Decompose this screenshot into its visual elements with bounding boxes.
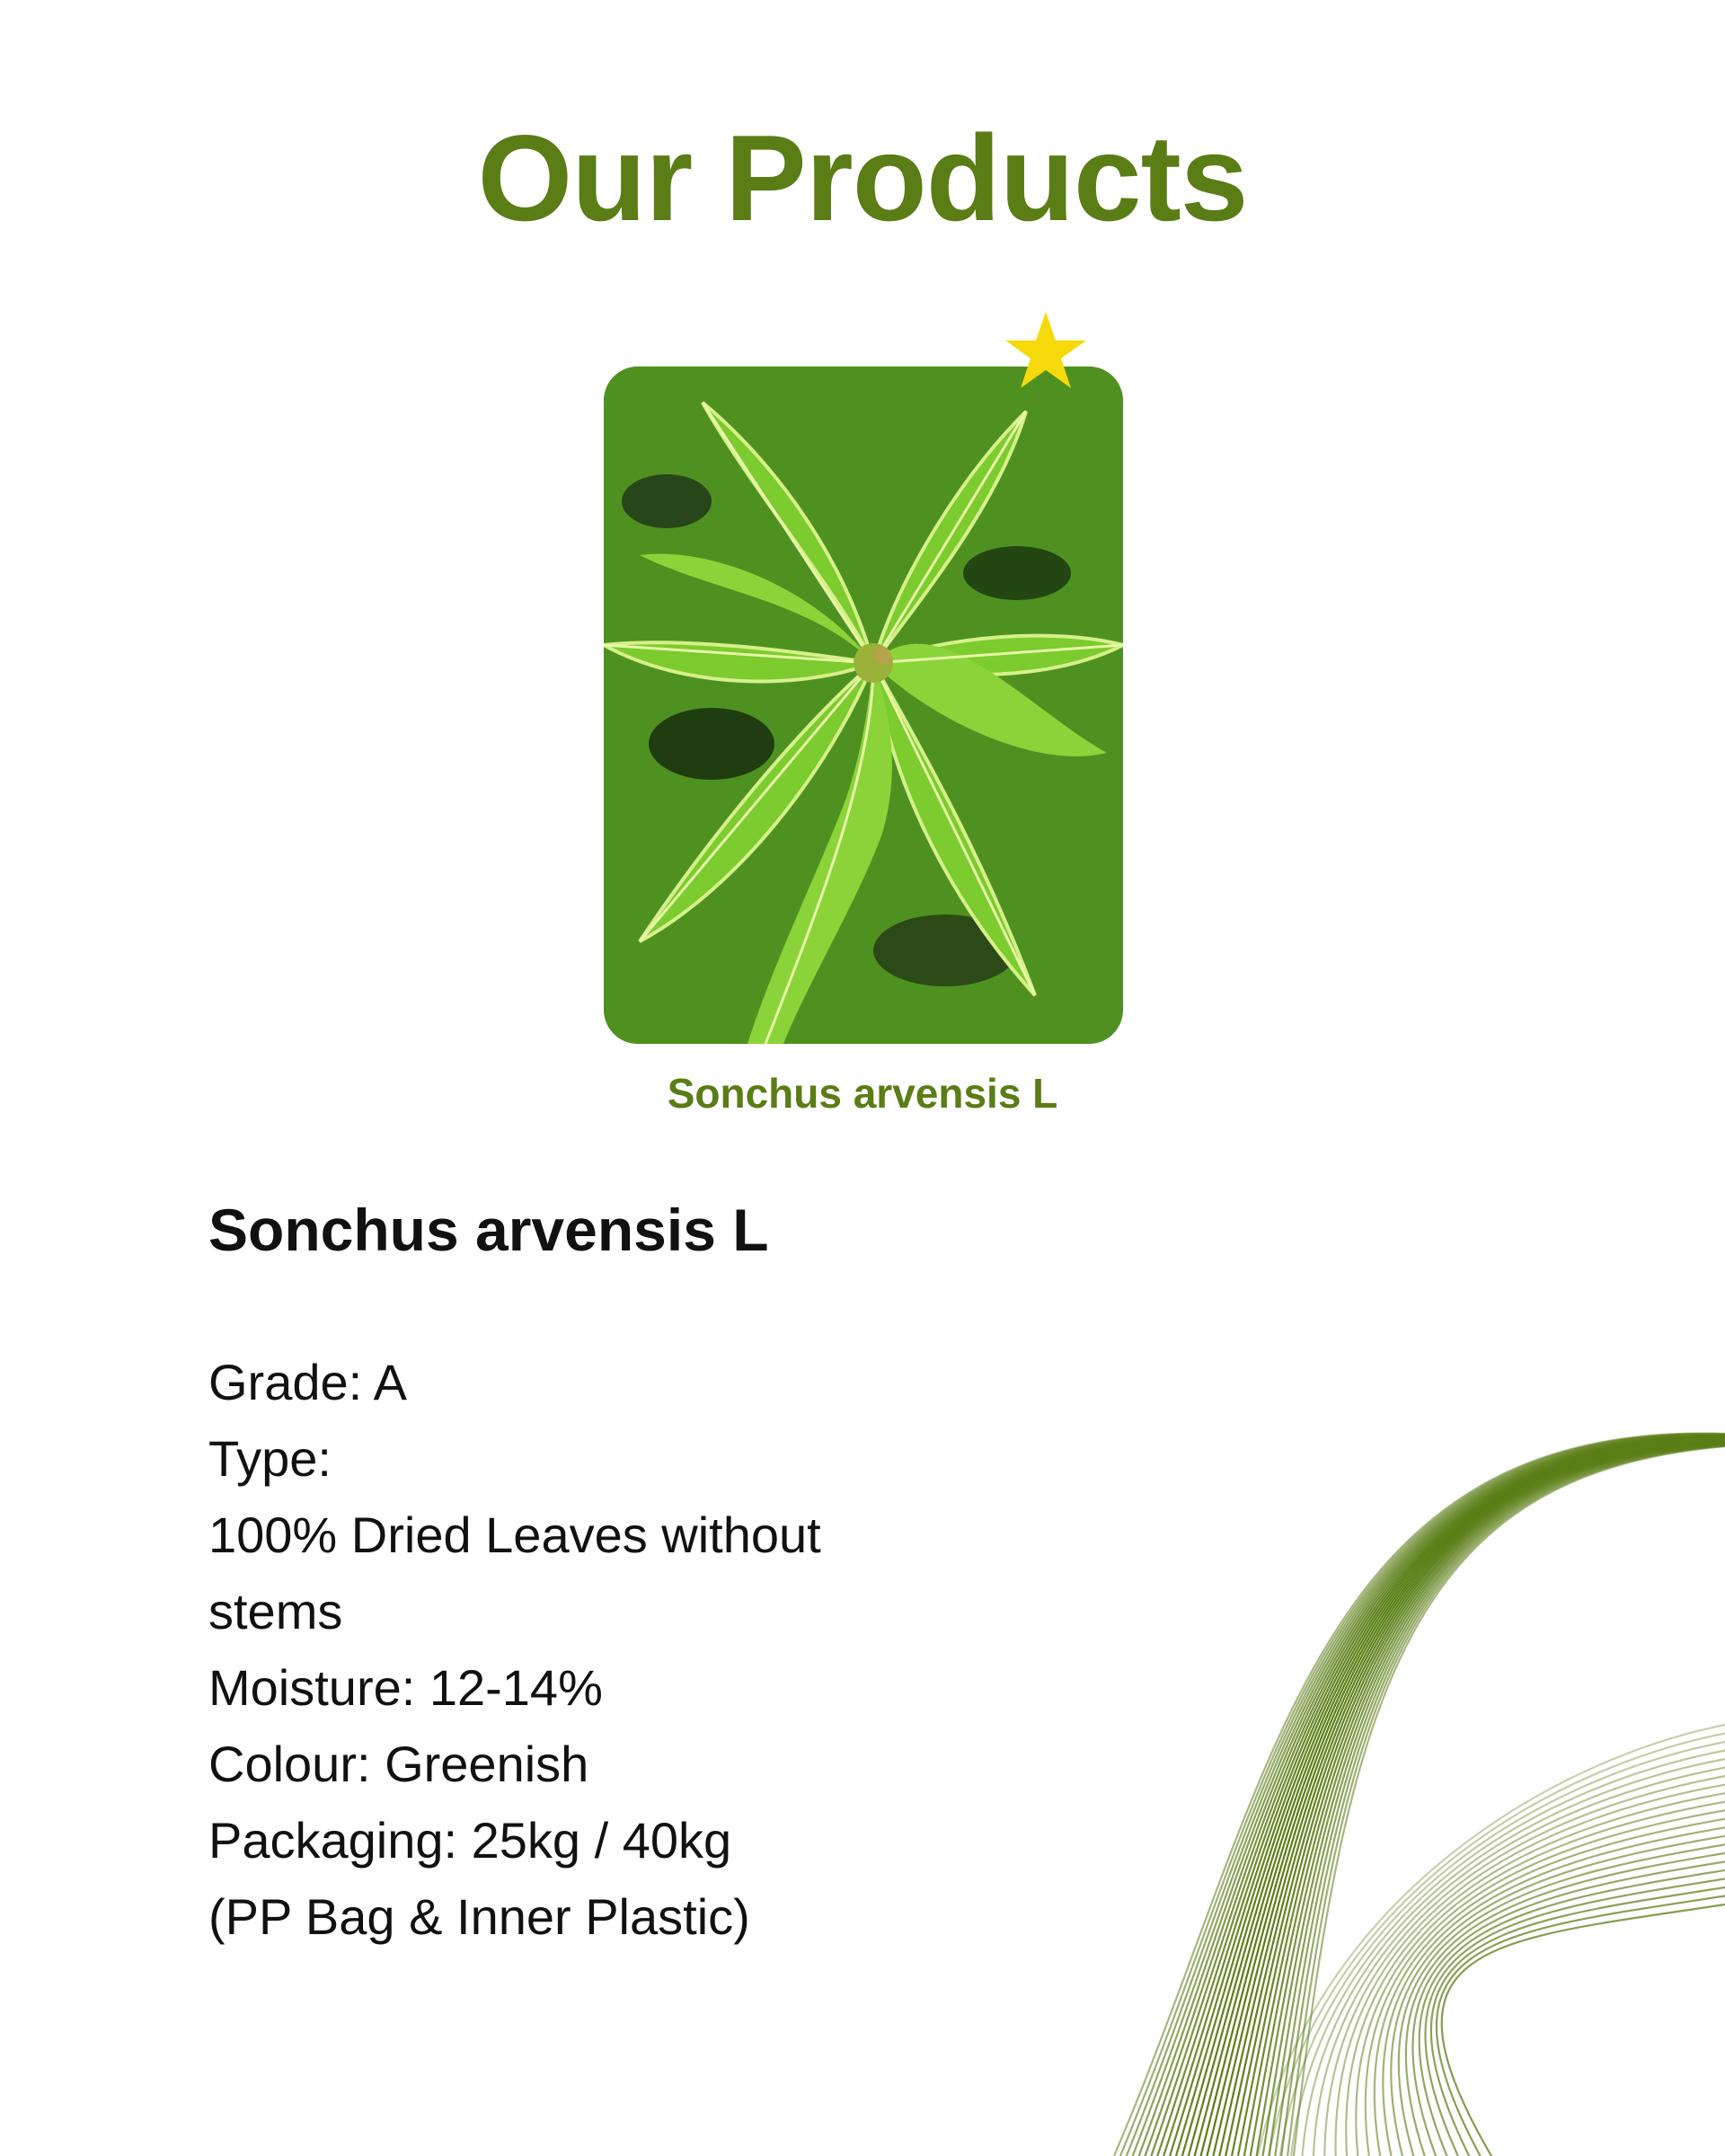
spec-type-value: 100% Dried Leaves without [208,1507,821,1563]
spec-list [208,1344,1017,1955]
wave-line [1294,1446,1725,2156]
spec-type-value-cont: stems [208,1583,343,1639]
product-name: Sonchus arvensis L [208,1197,769,1263]
wave-line [1324,1776,1725,2156]
wave-line [1375,1819,1725,2156]
wave-line [1442,1904,1725,2156]
spec-grade: Grade: A [208,1354,408,1410]
wave-line [1406,1853,1725,2156]
wave-line [1287,1446,1725,2156]
spec-packaging: Packaging: 25kg / 40kg [208,1812,732,1869]
spec-packaging-detail: (PP Bag & Inner Plastic) [208,1888,750,1945]
wave-lines-decoration [1078,1401,1725,2156]
spec-colour: Colour: Greenish [208,1736,589,1792]
star-icon [1001,307,1091,397]
wave-line [1346,1793,1725,2156]
product-photo [604,367,1123,1044]
wave-line [1238,1443,1725,2156]
photo-caption: Sonchus arvensis L [667,1070,1058,1117]
spec-type-label: Type: [208,1430,332,1487]
wave-line [1275,1445,1725,2156]
page-title: Our Products [477,110,1248,246]
spec-moisture: Moisture: 12-14% [208,1659,603,1716]
